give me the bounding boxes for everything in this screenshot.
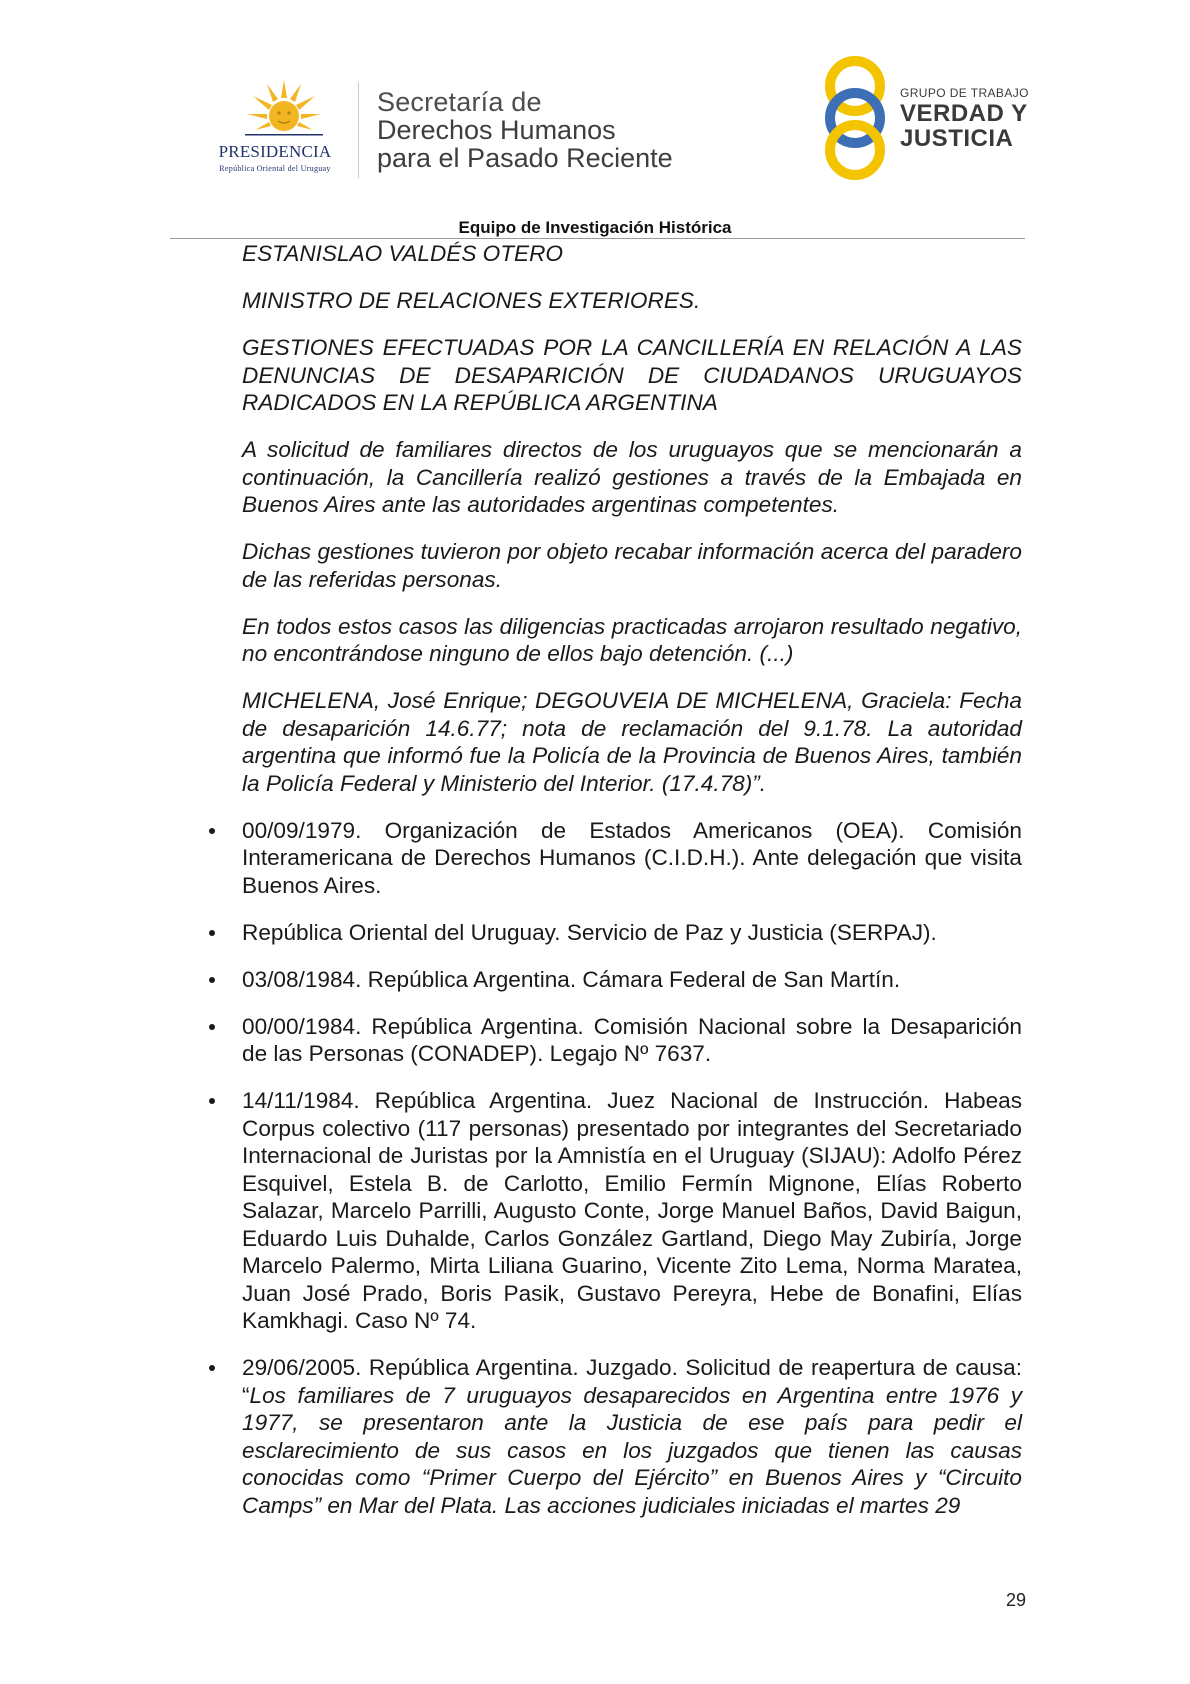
- secretaria-line-1: Secretaría de: [377, 87, 542, 117]
- secretaria-line-3: para el Pasado Reciente: [377, 143, 673, 173]
- header-divider: [358, 82, 359, 178]
- list-item-text: 00/09/1979. Organización de Estados Americanos (OEA). Comisión Interamericana de Derechos Humanos (C.I.D.H.). Ante delegación que visita Buenos Aires.: [242, 817, 1022, 898]
- bullet-icon: [209, 1024, 215, 1030]
- team-heading: Equipo de Investigación Histórica: [458, 218, 732, 237]
- list-item: [242, 817, 1022, 900]
- paragraph-michelena: MICHELENA, José Enrique; DEGOUVEIA DE MICHELENA, Graciela: Fecha de desaparición 14.6.77; nota de reclamación del 9.1.78. La autoridad argentina que informó fue la Policía de la Provincia de Buenos Aires, también la Policía Federal y Ministerio del Interior. (17.4.78)”.: [242, 688, 1022, 796]
- list-item-lead: 29/06/2005. República Argentina. Juzgado. Solicitud de reapertura de causa: “: [242, 1355, 1022, 1408]
- paragraph-result: En todos estos casos las diligencias practicadas arrojaron resultado negativo, no encontrándose ninguno de ellos bajo detención. (...): [242, 613, 1022, 666]
- bullet-icon: [209, 930, 215, 936]
- list-item-text: 14/11/1984. República Argentina. Juez Nacional de Instrucción. Habeas Corpus colectivo (117 personas) presentado por integrantes del Secretariado Internacional de Juristas por la Amnistía en el Uruguay (SIJAU): Adolfo Pérez Esquivel, Estela B. de Carlotto, Emilio Fermín Mignone, Elías Roberto Salazar, Marcelo Parrilli, Augusto Conte, Jorge Manuel Baños, David Baigun, Eduardo Luis Duhalde, Carlos González Gartland, Diego May Zubiría, Jorge Marcelo Palermo, Mirta Liliana Guarino, Vicente Zito Lema, Norma Maratea, Juan José Prado, Boris Pasik, Gustavo Pereyra, Hebe de Bonafini, Elías Kamkhagi. Caso Nº 74.: [242, 1088, 1022, 1333]
- list-item-text: 03/08/1984. República Argentina. Cámara Federal de San Martín.: [242, 966, 901, 992]
- list-item-text: República Oriental del Uruguay. Servicio de Paz y Justicia (SERPAJ).: [242, 919, 937, 945]
- list-item: [242, 1013, 1022, 1068]
- justicia-label: JUSTICIA: [900, 125, 1014, 152]
- paragraph-objective: Dichas gestiones tuvieron por objeto recabar información acerca del paradero de las referidas personas.: [242, 539, 1022, 592]
- paragraph-signatory: ESTANISLAO VALDÉS OTERO: [242, 241, 564, 266]
- paragraph-intro: A solicitud de familiares directos de los uruguayos que se mencionarán a continuación, la Cancillería realizó gestiones a través de la Embajada en Buenos Aires ante las autoridades argentinas competentes.: [242, 437, 1022, 517]
- presidencia-name: PRESIDENCIA: [218, 142, 332, 161]
- grupo-de-trabajo-label: GRUPO DE TRABAJO: [900, 86, 1029, 100]
- list-item: [242, 966, 1022, 994]
- rings-emblem-icon: [820, 52, 890, 182]
- verdad-justicia-logo: [820, 52, 1030, 182]
- list-item: [242, 1087, 1022, 1335]
- header-rule: [170, 238, 1025, 239]
- secretaria-line-2: Derechos Humanos: [377, 115, 616, 145]
- actions-list: [242, 817, 1022, 1520]
- list-item-text: 00/00/1984. República Argentina. Comisión Nacional sobre la Desaparición de las Personas (CONADEP). Legajo Nº 7637.: [242, 1013, 1022, 1066]
- document-body: [242, 240, 1022, 1539]
- bullet-icon: [209, 828, 215, 834]
- presidencia-subtitle: República Oriental del Uruguay: [219, 164, 331, 173]
- presidencia-logo: [195, 78, 355, 178]
- list-item: [242, 919, 1022, 947]
- list-item: [242, 1354, 1022, 1519]
- paragraph-ministry: MINISTRO DE RELACIONES EXTERIORES.: [242, 288, 701, 313]
- sun-emblem-icon: [245, 78, 323, 138]
- bullet-icon: [209, 1098, 215, 1104]
- bullet-icon: [209, 1365, 215, 1371]
- verdad-label: VERDAD Y: [900, 100, 1028, 127]
- list-item-quote: Los familiares de 7 uruguayos desaparecidos en Argentina entre 1976 y 1977, se presentaron ante la Justicia de ese país para pedir el esclarecimiento de sus casos en los juzgados que tienen las causas conocidas como “Primer Cuerpo del Ejército” en Buenos Aires y “Circuito Camps” en Mar del Plata. Las acciones judiciales iniciadas el martes 29: [242, 1382, 1022, 1518]
- paragraph-heading: GESTIONES EFECTUADAS POR LA CANCILLERÍA EN RELACIÓN A LAS DENUNCIAS DE DESAPARICIÓN DE CIUDADANOS URUGUAYOS RADICADOS EN LA REPÚBLICA ARGENTINA: [242, 335, 1022, 415]
- bullet-icon: [209, 977, 215, 983]
- secretaria-title: [377, 88, 673, 172]
- page-number: 29: [1005, 1590, 1026, 1610]
